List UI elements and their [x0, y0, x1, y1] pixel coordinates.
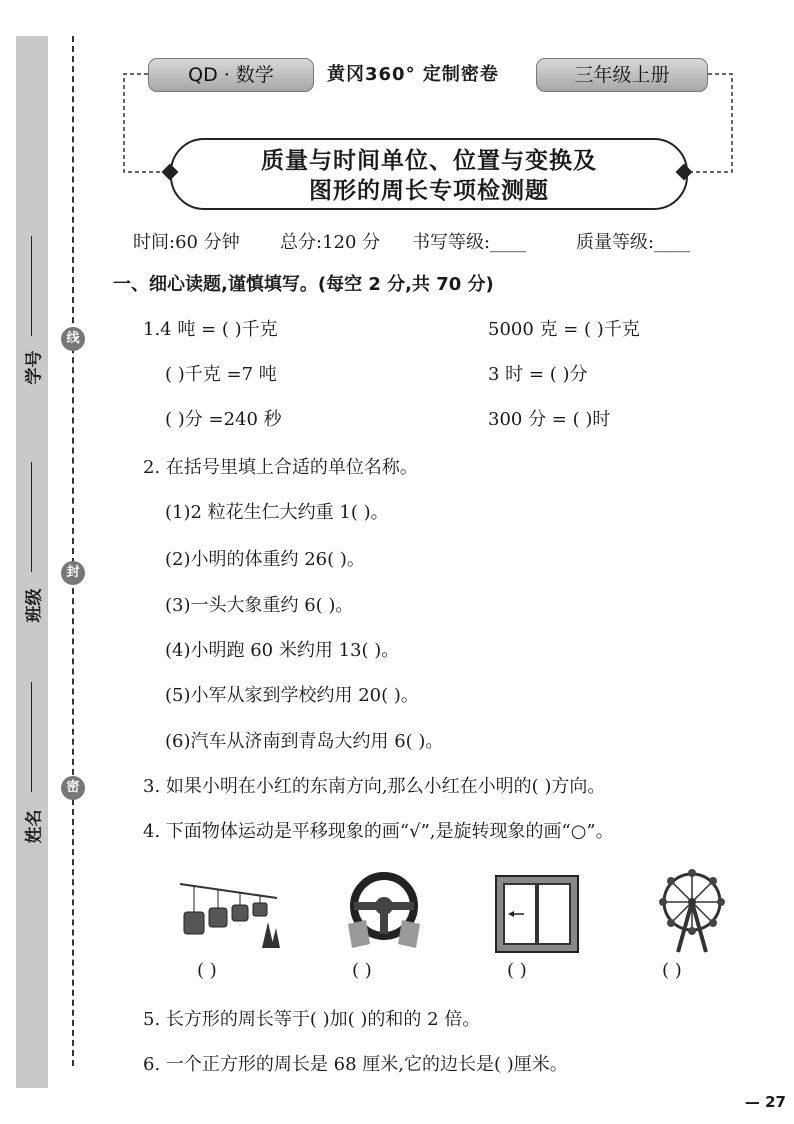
- page-title-line1: 质量与时间单位、位置与变换及: [261, 148, 597, 174]
- q2-item: (2)小明的体重约 26( )。: [165, 549, 365, 570]
- cable-car-icon: [176, 868, 281, 960]
- q4-blank-2: ( ): [352, 960, 372, 981]
- q2-item: (6)汽车从济南到青岛大约用 6( )。: [165, 731, 444, 752]
- q2-stem: 2. 在括号里填上合适的单位名称。: [143, 457, 418, 478]
- name-label: 姓名: [24, 809, 45, 844]
- q2-item: (3)一头大象重约 6( )。: [165, 595, 354, 616]
- q5-text: 5. 长方形的周长等于( )加( )的和的 2 倍。: [143, 1009, 481, 1030]
- series-title: 黄冈360° 定制密卷: [327, 64, 499, 85]
- grade-pill: 三年级上册: [536, 58, 708, 92]
- q1-c: ( )千克 =7 吨: [165, 364, 277, 385]
- seal-seal-mark: 封: [61, 561, 85, 585]
- q4-text: 4. 下面物体运动是平移现象的画“√”,是旋转现象的画“○”。: [143, 821, 614, 842]
- seal-sealed-mark: 密: [61, 776, 85, 800]
- page-number: — 27: [744, 1093, 786, 1111]
- class-line: [31, 462, 32, 572]
- student-id-line: [31, 236, 32, 336]
- writing-grade: 书写等级:____: [412, 232, 527, 253]
- class-label: 班级: [24, 588, 45, 623]
- section-heading: 一、细心读题,谨慎填写。(每空 2 分,共 70 分): [113, 274, 494, 295]
- q4-blank-3: ( ): [507, 960, 527, 981]
- q6-text: 6. 一个正方形的周长是 68 厘米,它的边长是( )厘米。: [143, 1054, 568, 1075]
- q2-item: (1)2 粒花生仁大约重 1( )。: [165, 502, 389, 523]
- exam-total: 总分:120 分: [280, 232, 381, 253]
- q1-e: ( )分 =240 秒: [165, 409, 282, 430]
- q1-f: 300 分 = ( )时: [488, 409, 611, 430]
- q1-d: 3 时 = ( )分: [488, 364, 588, 385]
- ferris-wheel-icon: [654, 866, 730, 956]
- steering-wheel-icon: [344, 870, 424, 950]
- q4-blank-1: ( ): [197, 960, 217, 981]
- q4-blank-4: ( ): [662, 960, 682, 981]
- page-title-line2: 图形的周长专项检测题: [309, 178, 549, 204]
- q2-item: (4)小明跑 60 米约用 13( )。: [165, 640, 400, 661]
- q1-a: 1.4 吨 = ( )千克: [143, 319, 278, 340]
- q3-text: 3. 如果小明在小红的东南方向,那么小红在小明的( )方向。: [143, 776, 606, 797]
- student-id-label: 学号: [24, 350, 45, 385]
- subject-pill: QD · 数学: [148, 58, 314, 92]
- sliding-window-icon: [494, 874, 580, 954]
- exam-time: 时间:60 分钟: [133, 232, 240, 253]
- quality-grade: 质量等级:____: [576, 232, 691, 253]
- q2-item: (5)小军从家到学校约用 20( )。: [165, 685, 419, 706]
- name-line: [31, 682, 32, 792]
- q1-b: 5000 克 = ( )千克: [488, 319, 640, 340]
- seal-line-mark: 线: [61, 327, 85, 351]
